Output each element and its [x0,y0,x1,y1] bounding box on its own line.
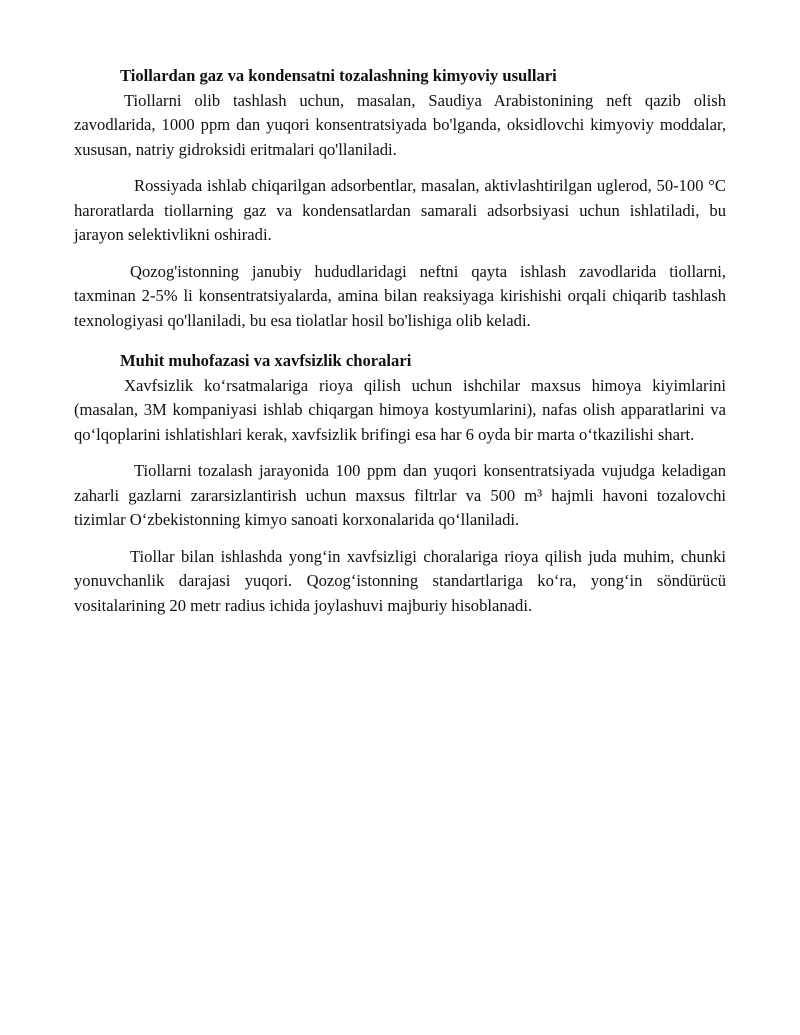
paragraph-fire-safety: Tiollar bilan ishlashda yong‘in xavfsizligi choralariga rioya qilish juda muhim, chunki yonuvchanlik darajasi yuqori. Qozog‘istonning standartlariga ko‘ra, yong‘in söndürücü vositalarining 20 metr radius ichida joylashuvi majburiy hisoblanadi. [74,546,726,615]
section-heading-safety: Muhit muhofazasi va xavfsizlik choralari [120,351,412,370]
document-page [74,64,726,618]
paragraph-kazakhstan-amine: Qozog'istonning janubiy hududlaridagi neftni qayta ishlash zavodlarida tiollarni, taxminan 2-5% li konsentratsiyalarda, amina bilan reaksiyaga kirishishi orqali chiqarib tashlash texnologiyasi qo'llaniladi, bu esa tiolatlar hosil bo'lishiga olib keladi. [74,261,726,330]
section-heading-chemical-methods: Tiollardan gaz va kondensatni tozalashning kimyoviy usullari [120,66,557,85]
paragraph-russia-adsorbents: Rossiyada ishlab chiqarilgan adsorbentlar, masalan, aktivlashtirilgan uglerod, 50-100 °C haroratlarda tiollarning gaz va kondensatlardan samarali adsorbsiyasi uchun ishlatiladi, bu jarayon selektivlikni oshiradi. [74,176,726,244]
paragraph-toxic-gas-filters: Tiollarni tozalash jarayonida 100 ppm dan yuqori konsentratsiyada vujudga keladigan zaharli gazlarni zararsizlantirish uchun maxsus filtrlar va 500 m³ hajmli havoni tozalovchi tizimlar O‘zbekistonning kimyo sanoati korxonalarida qo‘llaniladi. [74,461,726,529]
paragraph-saudi-arabia: Tiollarni olib tashlash uchun, masalan, Saudiya Arabistonining neft qazib olish zavodlarida, 1000 ppm dan yuqori konsentratsiyada bo'lganda, oksidlovchi kimyoviy moddalar, xususan, natriy gidroksidi eritmalari qo'llaniladi. [74,90,726,159]
paragraph-protective-equipment: Xavfsizlik ko‘rsatmalariga rioya qilish uchun ishchilar maxsus himoya kiyimlarini (masalan, 3M kompaniyasi ishlab chiqargan himoya kostyumlarini), nafas olish apparatlarini va qo‘lqoplarini ishlatishlari kerak, xavfsizlik brifingi esa har 6 oyda bir marta o‘tkazilishi shart. [74,375,726,444]
